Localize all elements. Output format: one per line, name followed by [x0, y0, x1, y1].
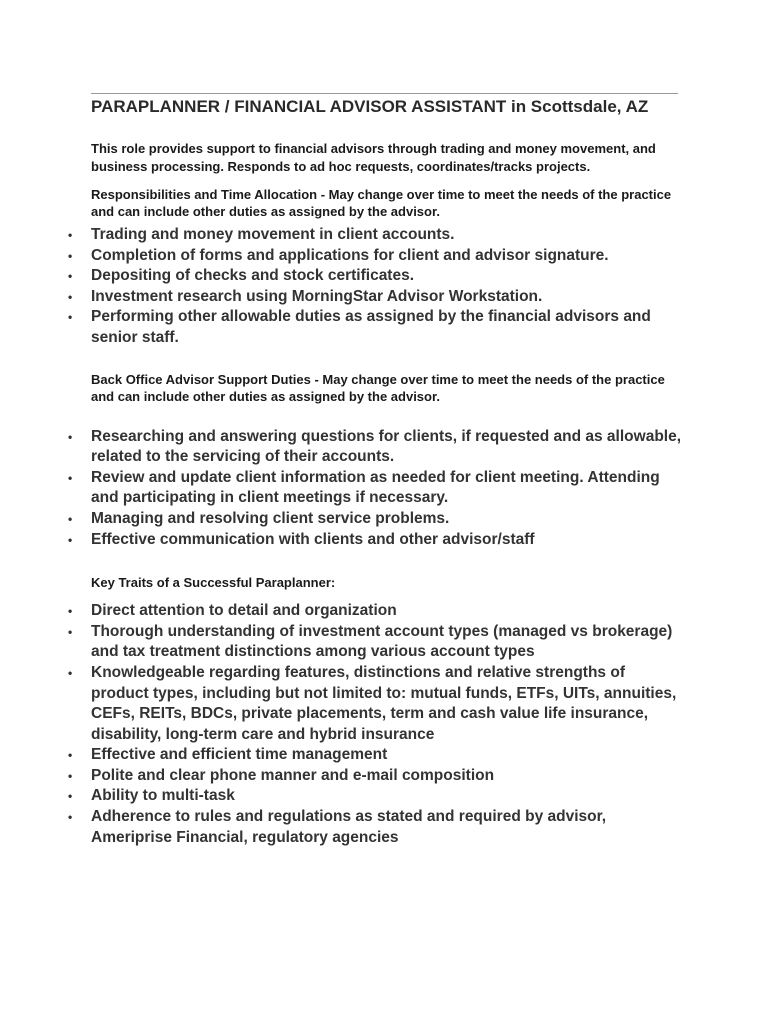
list-item-text: Polite and clear phone manner and e-mail composition	[91, 766, 495, 784]
list-item-text: Ability to multi-task	[91, 787, 235, 805]
list-item-text: Completion of forms and applications for client and advisor signature.	[91, 246, 609, 264]
list-item-text: Effective communication with clients and other advisor/staff	[91, 530, 535, 548]
list-item	[68, 663, 686, 745]
bullet-icon: •	[68, 228, 73, 242]
list-item-text: Managing and resolving client service problems.	[91, 509, 450, 527]
bullet-icon: •	[68, 429, 73, 444]
list-item	[68, 266, 686, 287]
list-item	[68, 530, 686, 551]
list-item-text: Thorough understanding of investment account types (managed vs brokerage) and tax treatment distinctions among various account types	[91, 622, 673, 661]
bullet-icon: •	[68, 289, 73, 304]
bullet-icon: •	[68, 310, 73, 325]
list-item-text: Depositing of checks and stock certificates.	[91, 267, 415, 285]
list-item-text: Researching and answering questions for clients, if requested and as allowable, related to the servicing of their accounts.	[91, 427, 682, 466]
list-item	[68, 307, 686, 348]
list-item-text: Review and update client information as needed for client meeting. Attending and participating in client meetings if necessary.	[91, 468, 660, 507]
bullet-icon: •	[68, 810, 73, 825]
list-item	[68, 807, 686, 848]
bullet-icon: •	[68, 248, 73, 263]
list-item	[68, 427, 686, 468]
list-item	[68, 601, 686, 622]
bullet-icon: •	[68, 604, 73, 619]
bullet-icon: •	[68, 532, 73, 547]
key-traits-heading: Key Traits of a Successful Paraplanner:	[91, 575, 336, 591]
list-item-text: Direct attention to detail and organization	[91, 602, 397, 620]
list-item-text: Investment research using MorningStar Advisor Workstation.	[91, 287, 543, 305]
list-item-text: Performing other allowable duties as assigned by the financial advisors and senior staff.	[91, 308, 651, 346]
top-divider	[91, 93, 678, 94]
list-item	[68, 766, 686, 787]
bullet-icon: •	[68, 789, 73, 804]
list-item	[68, 468, 686, 509]
document-body	[68, 95, 686, 848]
role-intro: This role provides support to financial advisors through trading and money movement, and business processing. Responds to ad hoc requests, coordinates/tracks projects.	[91, 141, 656, 174]
bullet-icon: •	[68, 748, 73, 763]
list-item-text: Adherence to rules and regulations as stated and required by advisor, Ameriprise Financial, regulatory agencies	[91, 808, 607, 846]
list-item	[68, 786, 686, 807]
page-title: PARAPLANNER / FINANCIAL ADVISOR ASSISTANT in Scottsdale, AZ	[91, 97, 649, 116]
list-item-text: Effective and efficient time management	[91, 746, 388, 764]
bullet-icon: •	[68, 768, 73, 783]
bullet-icon: •	[68, 269, 73, 284]
back-office-heading: Back Office Advisor Support Duties - May change over time to meet the needs of the practice and can include other duties as assigned by the advisor.	[91, 371, 665, 404]
bullet-icon: •	[68, 470, 73, 485]
list-item	[68, 225, 686, 246]
list-item	[68, 622, 686, 663]
list-item	[68, 509, 686, 530]
list-item-text: Knowledgeable regarding features, distinctions and relative strengths of product types, including but not limited to: mutual funds, ETFs, UITs, annuities, CEFs, REITs, BDCs, private placements, term and cash value life insurance, disability, long-term care and hybrid insurance	[91, 663, 677, 743]
responsibilities-heading: Responsibilities and Time Allocation - May change over time to meet the needs of the practice and can include other duties as assigned by the advisor.	[91, 187, 672, 219]
bullet-icon: •	[68, 665, 73, 680]
list-item-text: Trading and money movement in client accounts.	[91, 226, 455, 243]
list-item	[68, 246, 686, 267]
bullet-icon: •	[68, 624, 73, 639]
bullet-icon: •	[68, 511, 73, 526]
back-office-list	[68, 427, 686, 551]
list-item	[68, 287, 686, 308]
key-traits-list	[68, 601, 686, 848]
list-item	[68, 745, 686, 766]
responsibilities-list	[68, 225, 686, 349]
